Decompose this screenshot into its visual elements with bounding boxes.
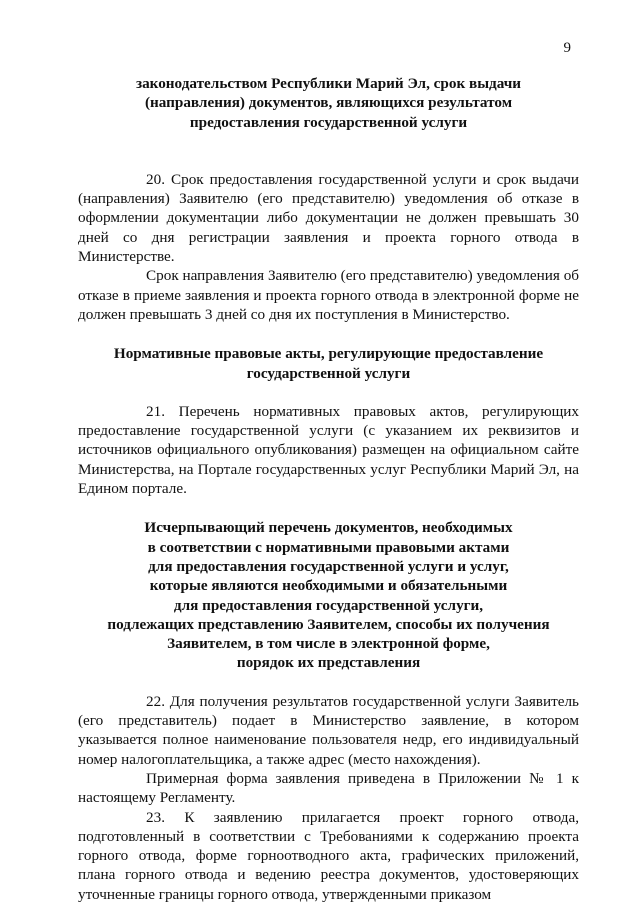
- section-heading-legal-acts: [78, 344, 579, 383]
- heading-line: Нормативные правовые акты, регулирующие предоставление: [113, 345, 544, 363]
- paragraph-22-continued: Примерная форма заявления приведена в Приложении № 1 к настоящему Регламенту.: [78, 769, 579, 807]
- heading-line: предоставления государственной услуги: [189, 113, 468, 131]
- page-number: 9: [563, 40, 571, 56]
- paragraph-20-continued: Срок направления Заявителю (его представителю) уведомления об отказе в приеме заявления и проекта горного отвода в электронной форме не должен превышать 3 дней со дня их поступления в Министерство.: [78, 267, 580, 323]
- heading-line: которые являются необходимыми и обязательными: [149, 577, 508, 595]
- heading-line: Исчерпывающий перечень документов, необходимых: [144, 519, 513, 537]
- heading-line: (направления) документов, являющихся результатом: [144, 94, 513, 112]
- heading-line: государственной услуги: [246, 364, 411, 382]
- paragraph-20: 20. Срок предоставления государственной услуги и срок выдачи (направления) Заявителю (его представителю) уведомления об отказе в оформлении документации либо документации не должен превышать 30 дней со дня регистрации заявления и проекта горного отвода в Министерстве.: [78, 170, 579, 266]
- heading-line: для предоставления государственной услуги и услуг,: [148, 557, 509, 575]
- paragraph-22: 22. Для получения результатов государственной услуги Заявитель (его представитель) подает в Министерство заявление, в котором указывается полное наименование пользователя недр, его индивидуальный номер налогоплательщика, а также адрес (место нахождения).: [78, 692, 579, 768]
- paragraph-21: 21. Перечень нормативных правовых актов, регулирующих предоставление государственной услуги (с указанием их реквизитов и источников официального опубликования) размещен на официальном сайте Министерства, на Портале государственных услуг Республики Марий Эл, на Едином портале.: [78, 402, 579, 498]
- heading-line: подлежащих представлению Заявителем, способы их получения: [107, 615, 550, 633]
- heading-line: порядок их представления: [236, 654, 421, 672]
- section-heading-terms: [78, 74, 579, 132]
- heading-line: Заявителем, в том числе в электронной форме,: [167, 635, 490, 653]
- heading-line: в соответствии с нормативными правовыми актами: [147, 538, 510, 556]
- section-heading-documents: [78, 518, 579, 672]
- heading-line: законодательством Республики Марий Эл, срок выдачи: [135, 75, 522, 92]
- document-content: [78, 74, 579, 904]
- heading-line: для предоставления государственной услуги,: [173, 596, 484, 614]
- paragraph-23: 23. К заявлению прилагается проект горного отвода, подготовленный в соответствии с Требованиями к содержанию проекта горного отвода, форме горноотводного акта, графических приложений, плана горного отвода и ведению реестра документов, удостоверяющих уточненные границы горного отвода, утвержденными приказом: [78, 808, 579, 903]
